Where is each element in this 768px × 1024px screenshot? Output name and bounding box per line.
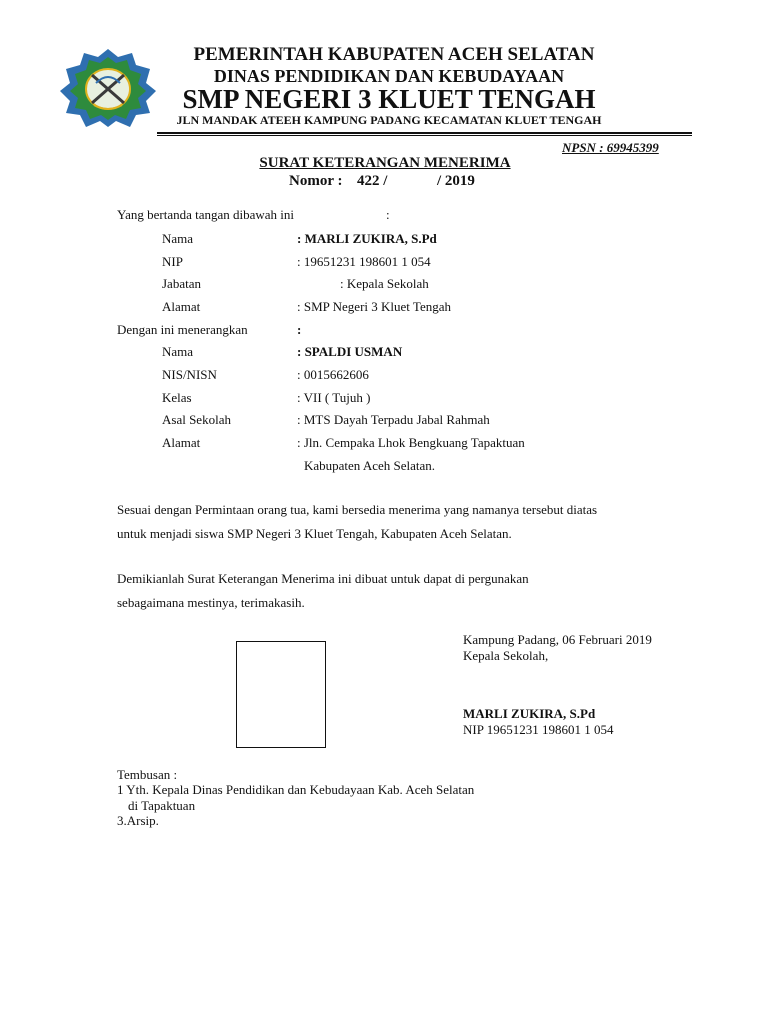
signer-nip-value: : 19651231 198601 1 054 xyxy=(297,254,431,269)
signature-place-date: Kampung Padang, 06 Februari 2019 xyxy=(463,632,652,647)
student-class-label: Kelas xyxy=(162,390,192,405)
signer-position-value: : Kepala Sekolah xyxy=(340,276,429,291)
npsn-number: NPSN : 69945399 xyxy=(562,140,659,155)
letter-number: 422 / xyxy=(357,173,388,189)
letter-number-label: Nomor : xyxy=(289,173,343,189)
student-nisn-value: : 0015662606 xyxy=(297,367,369,382)
letterhead-department: DINAS PENDIDIKAN DAN KEBUDAYAAN xyxy=(213,66,565,86)
signer-intro-colon: : xyxy=(386,207,390,222)
photo-placeholder xyxy=(236,641,326,748)
signer-address-value: : SMP Negeri 3 Kluet Tengah xyxy=(297,299,451,314)
student-intro-colon: : xyxy=(297,322,302,337)
paragraph-1-line-2: untuk menjadi siswa SMP Negeri 3 Kluet Tengah, Kabupaten Aceh Selatan. xyxy=(117,526,512,541)
letterhead-rule xyxy=(157,132,692,134)
student-origin-school-value: : MTS Dayah Terpadu Jabal Rahmah xyxy=(297,412,490,427)
paragraph-2-line-1: Demikianlah Surat Keterangan Menerima ini dibuat untuk dapat di pergunakan xyxy=(117,571,529,586)
letter-title: SURAT KETERANGAN MENERIMA xyxy=(259,155,511,171)
cc-item-1-line-2: di Tapaktuan xyxy=(128,798,196,813)
paragraph-1-line-1: Sesuai dengan Permintaan orang tua, kami bersedia menerima yang namanya tersebut diatas xyxy=(117,502,598,517)
student-nisn-label: NIS/NISN xyxy=(162,367,217,382)
student-intro: Dengan ini menerangkan xyxy=(117,322,248,337)
signer-address-label: Alamat xyxy=(162,299,201,314)
student-class-value: : VII ( Tujuh ) xyxy=(297,390,371,405)
signer-name-value: : MARLI ZUKIRA, S.Pd xyxy=(297,231,437,246)
student-address-label: Alamat xyxy=(162,435,201,450)
letter-number-year: / 2019 xyxy=(437,173,475,189)
signature-name: MARLI ZUKIRA, S.Pd xyxy=(463,706,596,721)
cc-item-1: 1 Yth. Kepala Dinas Pendidikan dan Kebudayaan Kab. Aceh Selatan xyxy=(117,782,475,797)
cc-label: Tembusan : xyxy=(117,767,178,782)
signature-nip: NIP 19651231 198601 1 054 xyxy=(463,722,614,737)
student-name-value: : SPALDI USMAN xyxy=(297,344,403,359)
student-address-value: : Jln. Cempaka Lhok Bengkuang Tapaktuan xyxy=(297,435,525,450)
signature-position: Kepala Sekolah, xyxy=(463,648,549,663)
student-name-label: Nama xyxy=(162,344,194,359)
signer-position-label: Jabatan xyxy=(162,276,201,291)
signer-intro: Yang bertanda tangan dibawah ini xyxy=(117,207,295,222)
letterhead-rule-thin xyxy=(157,135,692,136)
paragraph-2-line-2: sebagaimana mestinya, terimakasih. xyxy=(117,595,305,610)
student-origin-school-label: Asal Sekolah xyxy=(162,412,231,427)
letterhead-address: JLN MANDAK ATEEH KAMPUNG PADANG KECAMATAN KLUET TENGAH xyxy=(176,113,602,127)
letterhead-school-name: SMP NEGERI 3 KLUET TENGAH xyxy=(182,84,596,114)
signer-nip-label: NIP xyxy=(162,254,183,269)
signer-name-label: Nama xyxy=(162,231,194,246)
student-address-line2: Kabupaten Aceh Selatan. xyxy=(304,458,436,473)
letterhead-government: PEMERINTAH KABUPATEN ACEH SELATAN xyxy=(193,44,595,65)
cc-item-2: 3.Arsip. xyxy=(117,813,159,828)
